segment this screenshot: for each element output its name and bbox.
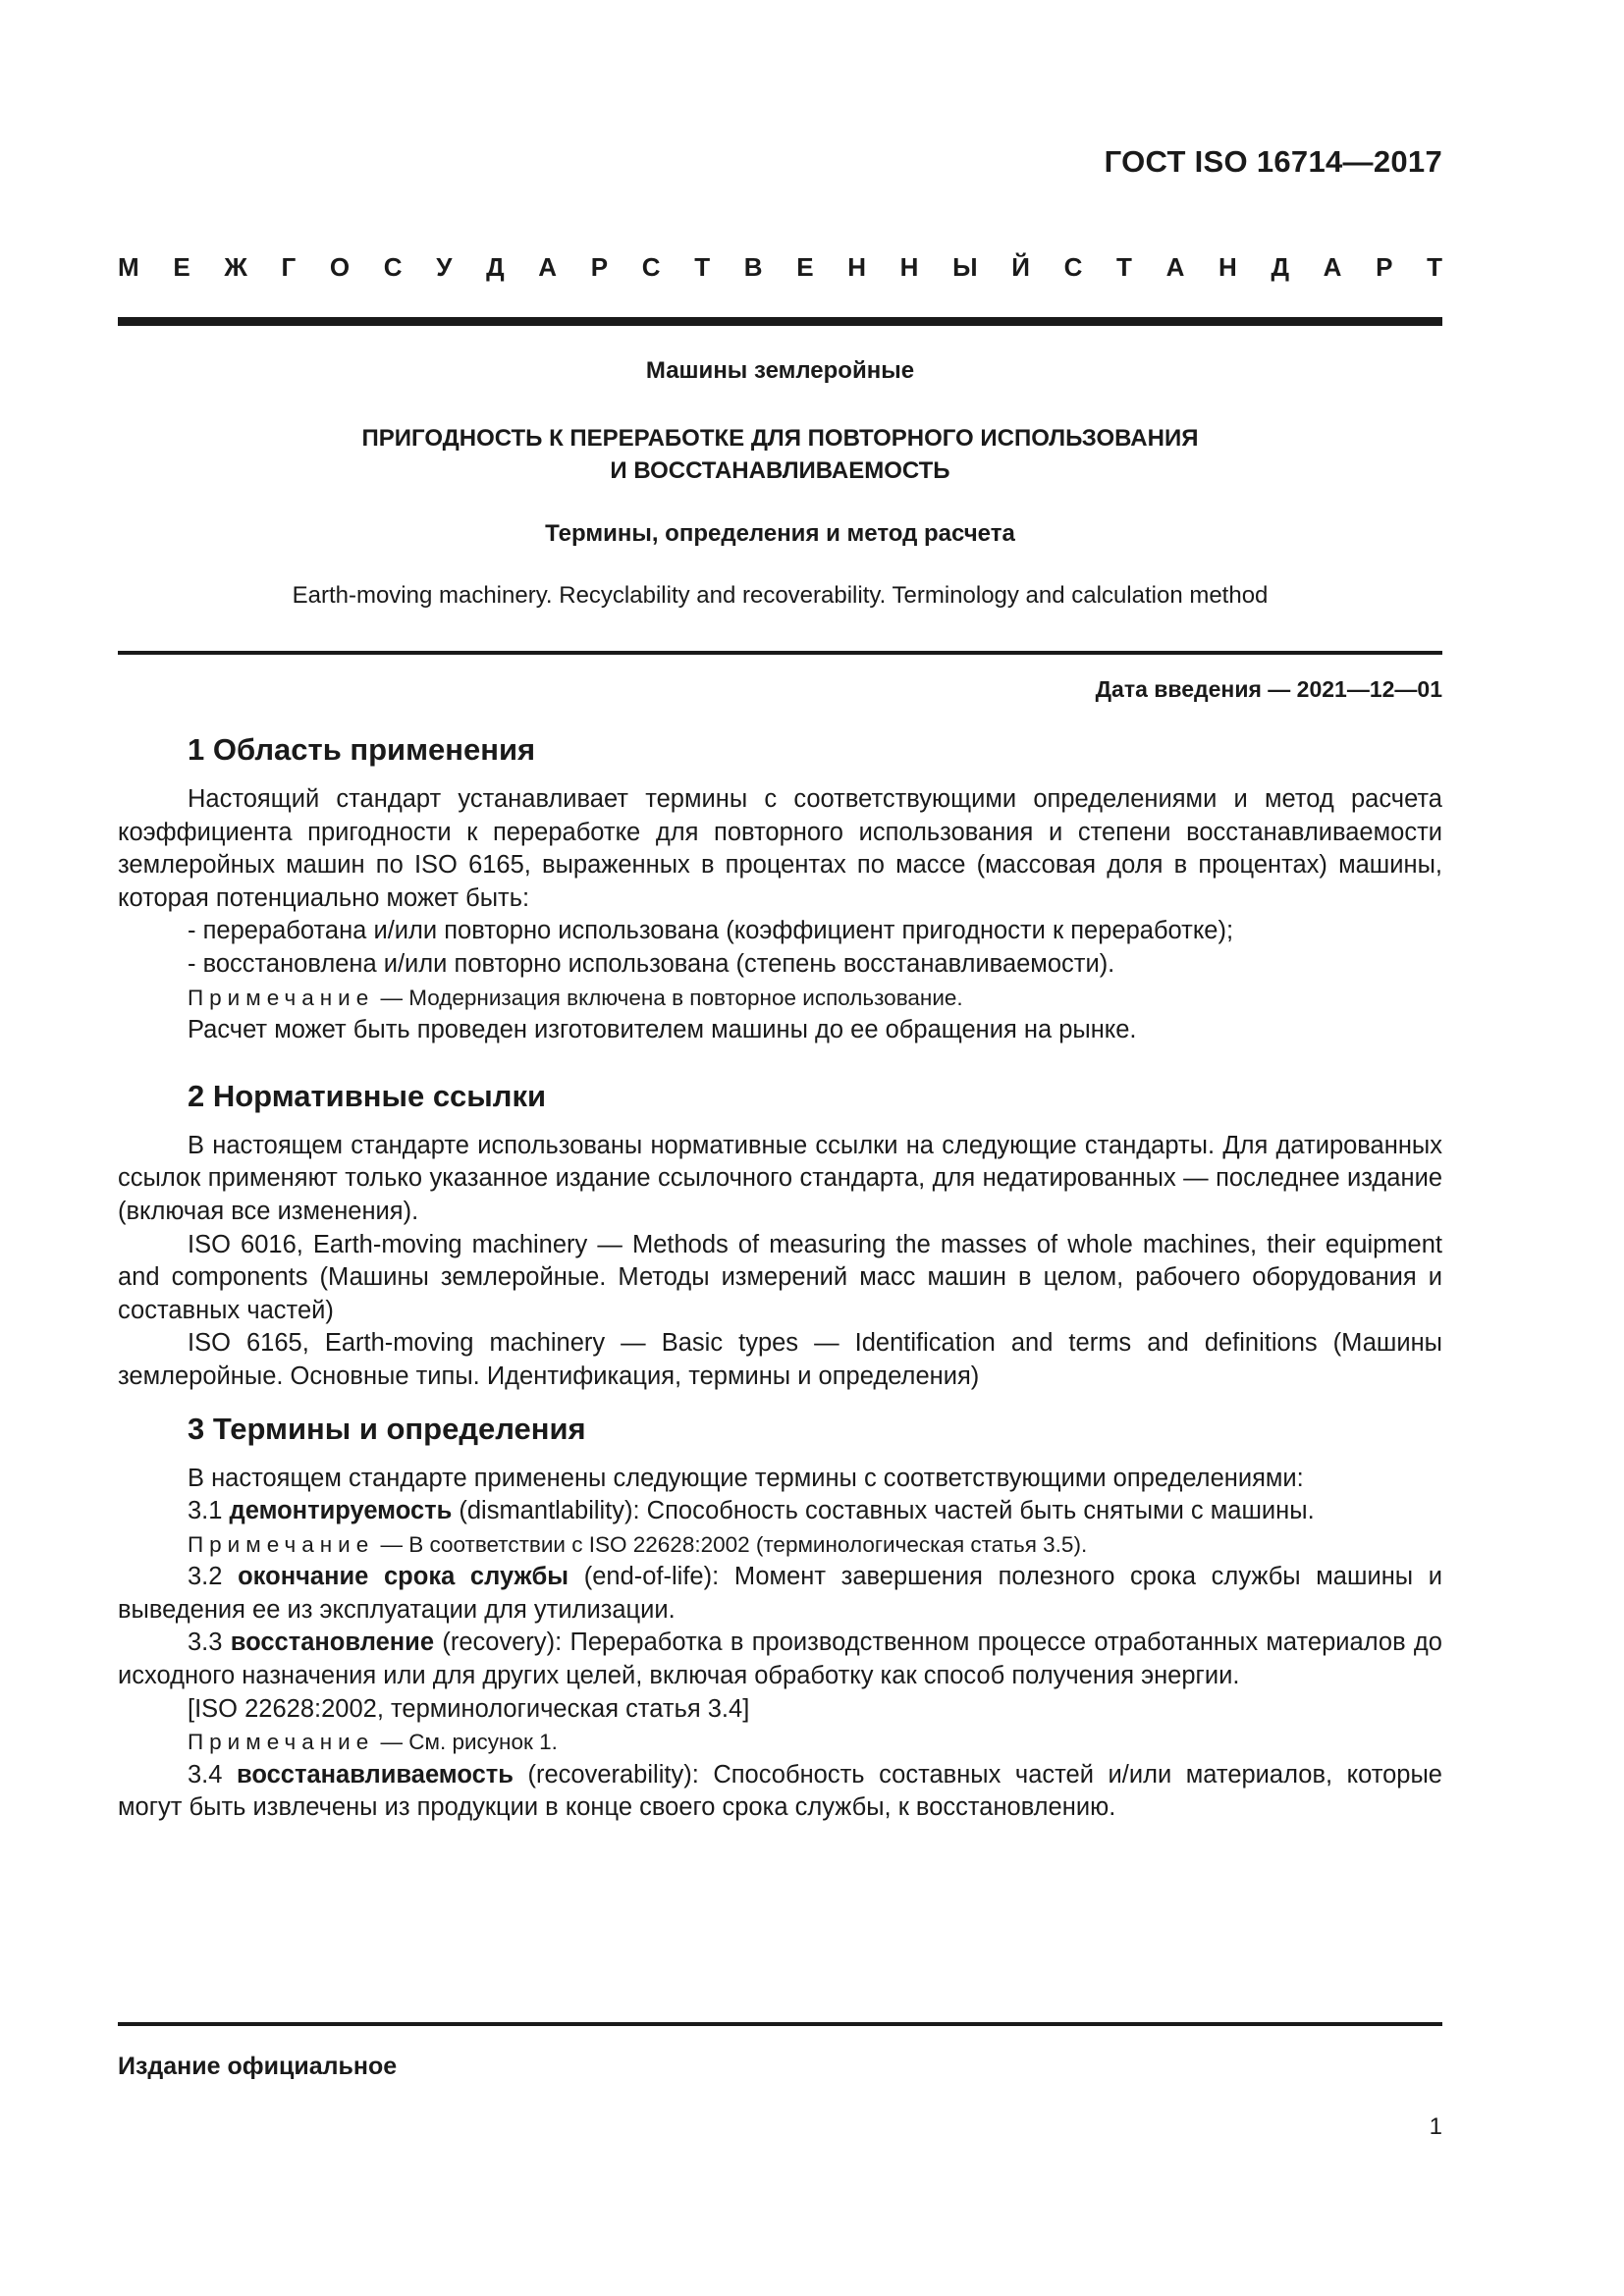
normative-reference: ISO 6016, Earth-moving machinery — Methods of measuring the masses of whole machines, their equipment and components (Машины землеройные. Методы измерений масс машин в целом, рабочего оборудования и составных частей): [118, 1230, 1442, 1324]
section-3-intro: В настоящем стандарте применены следующие термины с соответствующими определениями:: [188, 1464, 1304, 1492]
header-rule: [118, 317, 1442, 326]
document-body: [118, 728, 1442, 1825]
document-subtitle-2: Термины, определения и метод расчета: [545, 520, 1015, 547]
note: [118, 1726, 1442, 1759]
interstate-standard-banner: М Е Ж Г О С У Д А Р С Т В Е Н Н Ы Й С Т А Н Д А Р Т: [118, 252, 1442, 282]
term-number: 3.2: [188, 1563, 239, 1591]
note: [118, 982, 1442, 1015]
main-title-line-1: ПРИГОДНОСТЬ К ПЕРЕРАБОТКЕ ДЛЯ ПОВТОРНОГО ИСПОЛЬЗОВАНИЯ: [361, 425, 1199, 452]
note: [118, 1528, 1442, 1562]
term-definition: (recoverability): Способность составных частей и/или материалов, которые могут быть извлечены из продукции в конце своего срока службы, к восстановлению.: [118, 1760, 1442, 1822]
term-number: 3.4: [188, 1760, 238, 1789]
official-edition-label: Издание официальное: [118, 2053, 398, 2080]
normative-reference: ISO 6165, Earth-moving machinery — Basic types — Identification and terms and definitions (Машины землеройные. Основные типы. Идентификация, термины и определения): [118, 1329, 1442, 1390]
term-name: восстанавливаемость: [237, 1760, 514, 1789]
term-entry: [118, 1561, 1442, 1627]
note-text: — В соответствии с ISO 22628:2002 (терминологическая статья 3.5).: [374, 1531, 1088, 1557]
document-code: ГОСТ ISO 16714—2017: [1104, 144, 1442, 179]
term-number: 3.1: [188, 1497, 230, 1525]
scope-list: [118, 915, 1442, 981]
term-entry: [118, 1495, 1442, 1528]
term-definition: (dismantlability): Способность составных частей быть снятыми с машины.: [452, 1497, 1315, 1525]
document-main-title: [118, 422, 1442, 487]
term-definition: (end-of-life): Момент завершения полезного срока службы машины и выведения ее из эксплуатации для утилизации.: [118, 1563, 1442, 1624]
term-entry: [118, 1759, 1442, 1825]
note-text: — Модернизация включена в повторное использование.: [374, 985, 963, 1010]
footer-rule: [118, 2022, 1442, 2026]
term-entry: [118, 1627, 1442, 1692]
term-name: восстановление: [230, 1629, 435, 1657]
section-1-paragraph-2: Расчет может быть проведен изготовителем машины до ее обращения на рынке.: [188, 1016, 1137, 1044]
section-2-heading: 2 Нормативные ссылки: [188, 1078, 547, 1113]
note-text: — См. рисунок 1.: [374, 1730, 558, 1755]
page-number: 1: [1429, 2113, 1442, 2140]
note-label: Примечание: [188, 1730, 375, 1755]
section-1-heading: 1 Область применения: [188, 732, 536, 767]
term-number: 3.3: [188, 1629, 231, 1657]
list-item: - переработана и/или повторно использована (коэффициент пригодности к переработке);: [188, 917, 1234, 945]
title-rule: [118, 651, 1442, 655]
list-item: - восстановлена и/или повторно использована (степень восстанавливаемости).: [188, 949, 1115, 978]
term-name: демонтируемость: [229, 1497, 453, 1525]
date-of-introduction: Дата введения — 2021—12—01: [1095, 676, 1442, 702]
section-2-paragraph: В настоящем стандарте использованы нормативные ссылки на следующие стандарты. Для датированных ссылок применяют только указанное издание ссылочного стандарта, для недатированных — последнее издание (включая все изменения).: [118, 1131, 1442, 1225]
term-name: окончание срока службы: [238, 1563, 569, 1591]
section-3-heading: 3 Термины и определения: [188, 1411, 586, 1446]
term-source: [ISO 22628:2002, терминологическая статья 3.4]: [188, 1694, 750, 1723]
note-label: Примечание: [188, 1531, 375, 1557]
section-1-paragraph: Настоящий стандарт устанавливает термины с соответствующими определениями и метод расчета коэффициента пригодности к переработке для повторного использования и степени восстанавливаемости землеройных машин по ISO 6165, выраженных в процентах по массе (массовая доля в процентах) машины, которая потенциально может быть:: [118, 785, 1442, 912]
main-title-line-2: И ВОССТАНАВЛИВАЕМОСТЬ: [610, 457, 950, 484]
note-label: Примечание: [188, 985, 375, 1010]
document-subtitle: Машины землеройные: [645, 357, 915, 384]
term-definition: (recovery): Переработка в производственном процессе отработанных материалов до исходного назначения или для других целей, включая обработку как способ получения энергии.: [118, 1629, 1442, 1690]
english-title: Earth-moving machinery. Recyclability and recoverability. Terminology and calculation method: [292, 582, 1269, 609]
